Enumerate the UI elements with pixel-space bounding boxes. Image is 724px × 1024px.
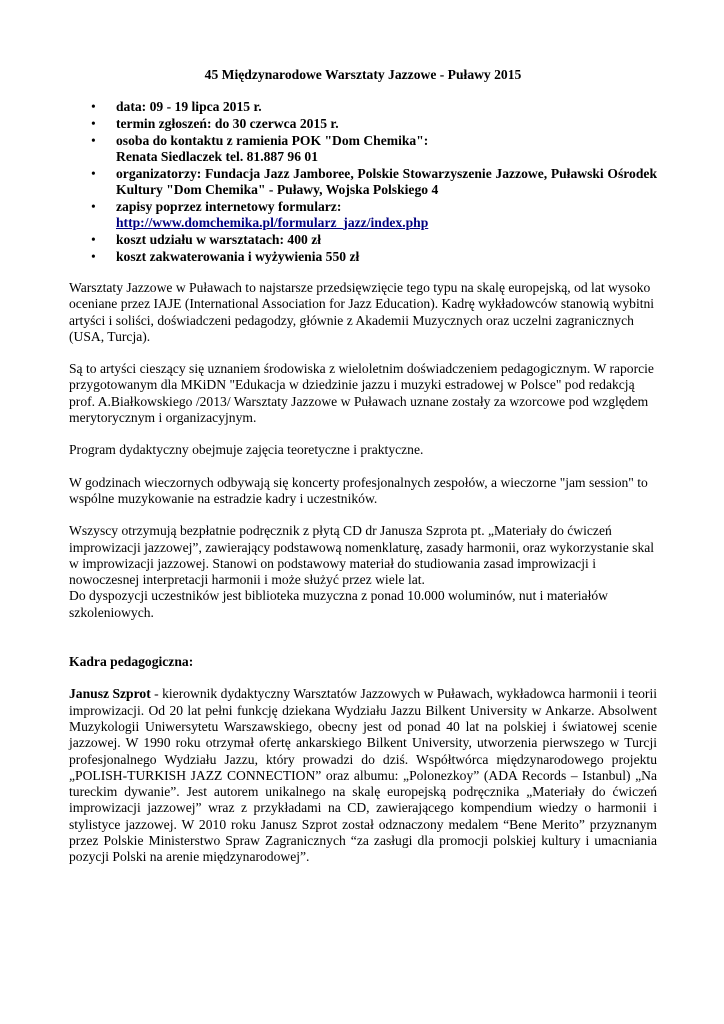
paragraph-handbook: Wszyscy otrzymują bezpłatnie podręcznik z płytą CD dr Janusza Szprota pt. „Materiały do ćwiczeń improwizacji jazzowej”, zawierający podstawową nomenklaturę, zasady harmonii, oraz wykorzystanie skal w improwizacji jazzowej. Stanowi on podstawowy materiał do studiowania zasad improwizacji i nowoczesnej interpretacji harmonii i może służyć przez wiele lat. bbox=[69, 523, 655, 588]
paragraph-evening: W godzinach wieczornych odbywają się koncerty profesjonalnych zespołów, a wieczorne "jam session" to wspólne muzykowanie na estradzie kadry i uczestników. bbox=[69, 474, 648, 506]
detail-item-contact bbox=[69, 133, 657, 166]
bio-text: - kierownik dydaktyczny Warsztatów Jazzowych w Puławach, wykładowca harmonii i teorii improwizacji. Od 20 lat pełni funkcję dziekana Wydziału Jazzu Bilkent University w Ankarze. Absolwent Muzykologii Uniwersytetu Warszawskiego, obecny jest od ponad 40 lat na polskiej i światowej scenie jazzowej. W 1990 roku otrzymał ofertę ankarskiego Bilkent University, utworzenia pierwszego w Turcji profesjonalnego Wydziału Jazzu, który prowadzi do dziś. Współtwórca międzynarodowego projektu „POLISH-TURKISH JAZZ CONNECTION” oraz albumu: „Polonezkoy” (ADA Records – Istanbul) „Na tureckim dywanie”. Jest autorem unikalnego na skalę europejską podręcznika „Materiały do ćwiczeń improwizacji jazzowej” wraz z przykładami na CD, zawierającego kompendium wiedzy o harmonii i stylistyce jazzowej. W 2010 roku Janusz Szprot został odznaczony medalem “Bene Merito” przyznanym przez Polskie Ministerstwo Spraw Zagranicznych “za zasługi dla promocji polskiej kultury i umacniania pozycji Polski na arenie międzynarodowej”. bbox=[69, 686, 657, 865]
detail-text: osoba do kontaktu z ramienia POK "Dom Chemika": bbox=[116, 132, 429, 148]
bullet-icon: • bbox=[91, 231, 96, 247]
paragraph-program: Program dydaktyczny obejmuje zajęcia teoretyczne i praktyczne. bbox=[69, 442, 424, 458]
registration-form-link[interactable]: http://www.domchemika.pl/formularz_jazz/index.php bbox=[116, 215, 429, 231]
bullet-icon: • bbox=[91, 165, 96, 181]
section-heading-staff: Kadra pedagogiczna: bbox=[69, 654, 194, 670]
detail-item-fee bbox=[69, 232, 657, 248]
detail-text: data: 09 - 19 lipca 2015 r. bbox=[116, 99, 262, 114]
detail-text: organizatorzy: Fundacja Jazz Jamboree, Polskie Stowarzyszenie Jazzowe, Puławski Ośrodek Kultury "Dom Chemika" - Puławy, Wojska Polskiego 4 bbox=[116, 165, 657, 197]
bullet-icon: • bbox=[91, 99, 96, 114]
paragraph-library: Do dyspozycji uczestników jest biblioteka muzyczna z ponad 10.000 woluminów, nut i materiałów szkoleniowych. bbox=[69, 588, 608, 620]
detail-item-date bbox=[69, 99, 657, 115]
detail-text: zapisy poprzez internetowy formularz: bbox=[116, 198, 342, 214]
bio-name: Janusz Szprot bbox=[69, 686, 151, 702]
detail-item-registration bbox=[69, 199, 657, 232]
bullet-icon: • bbox=[91, 115, 96, 131]
bullet-icon: • bbox=[91, 198, 96, 214]
detail-text: Renata Siedlaczek tel. 81.887 96 01 bbox=[116, 148, 318, 164]
bio-paragraph bbox=[69, 686, 657, 865]
bullet-icon: • bbox=[91, 248, 96, 264]
bullet-icon: • bbox=[91, 132, 96, 148]
detail-text: termin zgłoszeń: do 30 czerwca 2015 r. bbox=[116, 115, 339, 131]
paragraph-intro: Warsztaty Jazzowe w Puławach to najstarsze przedsięwzięcie tego typu na skalę europejską, od lat wysoko oceniane przez IAJE (International Association for Jazz Education). Kadrę wykładowców stanowią wybitni artyści i soliści, doświadczeni pedagodzy, głównie z Akademii Muzycznych oraz uczelni zagranicznych (USA, Turcja). bbox=[69, 279, 655, 344]
document-title: 45 Międzynarodowe Warsztaty Jazzowe - Puławy 2015 bbox=[204, 67, 522, 82]
detail-text: koszt zakwaterowania i wyżywienia 550 zł bbox=[116, 248, 360, 264]
detail-item-deadline bbox=[69, 116, 657, 132]
paragraph-artists: Są to artyści cieszący się uznaniem środowiska z wieloletnim doświadczeniem pedagogicznym. W raporcie przygotowanym dla MKiDN "Edukacja w dziedzinie jazzu i muzyki estradowej w Polsce" pod redakcją prof. A.Białkowskiego /2013/ Warsztaty Jazzowe w Puławach uznane zostały za wzorcowe pod względem merytorycznym i organizacyjnym. bbox=[69, 361, 654, 426]
document-page bbox=[69, 66, 657, 882]
detail-item-accommodation bbox=[69, 249, 657, 265]
detail-text: koszt udziału w warsztatach: 400 zł bbox=[116, 231, 322, 247]
details-list bbox=[69, 99, 657, 265]
detail-item-organizers bbox=[69, 166, 657, 199]
